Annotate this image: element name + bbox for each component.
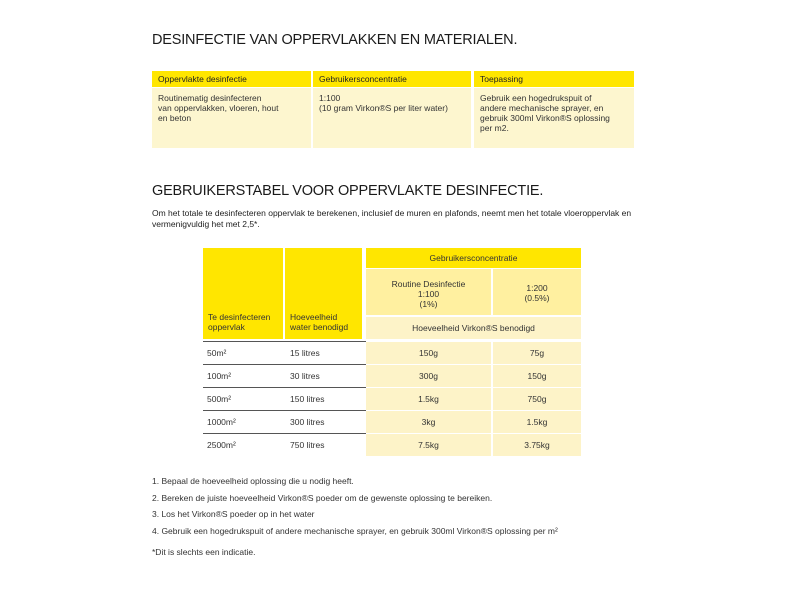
cell-routine: 7.5kg (366, 434, 491, 456)
cell-routine: 1.5kg (366, 388, 491, 410)
step-item: 2. Bereken de juiste hoeveelheid Virkon®S poeder om de gewenste oplossing te bereiken. (152, 492, 493, 503)
table1-header: Gebruikersconcentratie (313, 71, 471, 87)
cell-water: 30 litres (290, 371, 320, 381)
header-water (285, 248, 362, 339)
subheader-line: (0.5%) (524, 293, 550, 303)
subheader-line: Routine Desinfectie (391, 279, 466, 289)
cell-line: gebruik 300ml Virkon®S oplossing (480, 113, 610, 123)
cell-area: 2500m² (207, 440, 236, 450)
cell-second: 75g (493, 342, 581, 364)
group-header: Gebruikersconcentratie (366, 248, 581, 268)
table-row (203, 388, 581, 410)
cell-water: 300 litres (290, 417, 325, 427)
table-row (203, 342, 581, 364)
cell-second: 150g (493, 365, 581, 387)
cell-line: (10 gram Virkon®S per liter water) (319, 103, 448, 113)
header-area (203, 248, 283, 339)
step-item: 3. Los het Virkon®S poeder op in het water (152, 509, 315, 519)
step-item: 1. Bepaal de hoeveelheid oplossing die u nodig heeft. (152, 476, 354, 486)
cell-water: 15 litres (290, 348, 320, 358)
row-divider (203, 341, 366, 342)
cell-area: 50m² (207, 348, 227, 358)
steps-list (152, 473, 558, 539)
cell-water: 150 litres (290, 394, 325, 404)
cell-line: andere mechanische sprayer, en (480, 103, 604, 113)
subheader-line: 1:100 (417, 289, 440, 299)
cell-second: 750g (493, 388, 581, 410)
table1-col-surface (152, 71, 311, 148)
subheader-line: (1%) (419, 299, 438, 309)
table1-cell (474, 88, 634, 148)
cell-area: 500m² (207, 394, 232, 404)
cell-routine: 300g (366, 365, 491, 387)
cell-area: 100m² (207, 371, 232, 381)
header-line: oppervlak (208, 322, 245, 332)
table1-cell (152, 88, 311, 148)
cell-line: per m2. (480, 123, 509, 133)
table1-cell (313, 88, 471, 148)
subheader-line: 1:200 (526, 283, 548, 293)
table1-header: Oppervlakte desinfectie (152, 71, 311, 87)
table1-col-application (474, 71, 634, 148)
cell-line: 1:100 (319, 93, 341, 103)
footnote: *Dit is slechts een indicatie. (152, 547, 256, 557)
header-line: Te desinfecteren (208, 312, 271, 322)
section1-title: DESINFECTIE VAN OPPERVLAKKEN EN MATERIALEN. (152, 32, 518, 48)
cell-line: van oppervlakken, vloeren, hout (158, 103, 279, 113)
step-item: 4. Gebruik een hogedrukspuit of andere mechanische sprayer, en gebruik 300ml Virkon®S oplossing per m² (152, 525, 558, 536)
subheader-second (493, 269, 581, 315)
table-row (203, 434, 581, 456)
table-row (203, 365, 581, 387)
cell-routine: 3kg (366, 411, 491, 433)
cell-second: 3.75kg (493, 434, 581, 456)
cell-routine: 150g (366, 342, 491, 364)
subheader-routine (366, 269, 491, 315)
table1-header: Toepassing (474, 71, 634, 87)
cell-line: en beton (158, 113, 192, 123)
quantity-header: Hoeveelheid Virkon®S benodigd (366, 317, 581, 339)
intro-text: Om het totale te desinfecteren oppervlak te berekenen, inclusief de muren en plafonds, neemt men het totale vloeroppervlak en vermenigvuldig het met 2,5*. (152, 208, 632, 229)
cell-area: 1000m² (207, 417, 236, 427)
cell-second: 1.5kg (493, 411, 581, 433)
cell-line: Gebruik een hogedrukspuit of (480, 93, 592, 103)
header-line: water benodigd (290, 322, 349, 332)
cell-water: 750 litres (290, 440, 325, 450)
section2-title: GEBRUIKERSTABEL VOOR OPPERVLAKTE DESINFECTIE. (152, 183, 544, 199)
cell-line: Routinematig desinfecteren (158, 93, 262, 103)
header-line: Hoeveelheid (290, 312, 338, 322)
table1-col-concentration (313, 71, 471, 148)
table-row (203, 411, 581, 433)
